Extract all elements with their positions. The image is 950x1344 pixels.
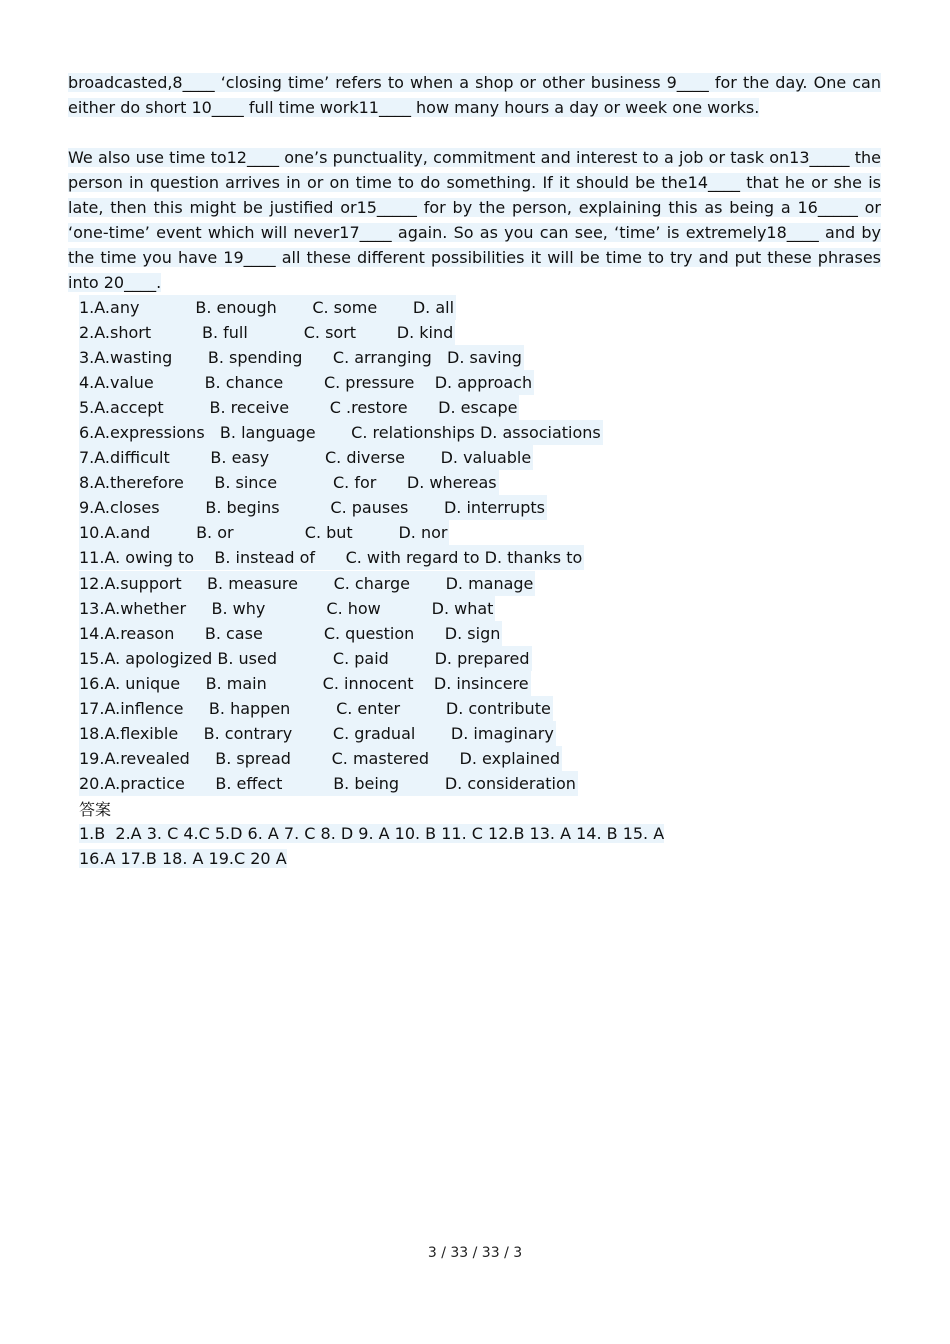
question-option-row: 20.A.practice B. effect B. being D. consideration xyxy=(79,771,603,796)
question-option-row: 7.A.difficult B. easy C. diverse D. valuable xyxy=(79,445,603,470)
question-option-row: 1.A.any B. enough C. some D. all xyxy=(79,295,603,320)
question-option-row: 3.A.wasting B. spending C. arranging D. saving xyxy=(79,345,603,370)
answer-key-line-2: 16.A 17.B 18. A 19.C 20 A xyxy=(79,849,287,868)
passage-paragraph-2 xyxy=(68,146,881,295)
question-option-row: 5.A.accept B. receive C .restore D. escape xyxy=(79,395,603,420)
question-option-row: 9.A.closes B. begins C. pauses D. interrupts xyxy=(79,495,603,520)
question-option-row: 15.A. apologized B. used C. paid D. prepared xyxy=(79,646,603,671)
question-option-row: 4.A.value B. chance C. pressure D. approach xyxy=(79,370,603,395)
answer-key-line-1: 1.B 2.A 3. C 4.C 5.D 6. A 7. C 8. D 9. A 10. B 11. C 12.B 13. A 14. B 15. A xyxy=(79,824,665,843)
answer-heading: 答案 xyxy=(79,800,112,819)
question-option-row: 10.A.and B. or C. but D. nor xyxy=(79,520,603,545)
question-option-row: 11.A. owing to B. instead of C. with regard to D. thanks to xyxy=(79,545,603,570)
question-option-row: 2.A.short B. full C. sort D. kind xyxy=(79,320,603,345)
question-option-row: 17.A.inflence B. happen C. enter D. contribute xyxy=(79,696,603,721)
question-option-row: 8.A.therefore B. since C. for D. whereas xyxy=(79,470,603,495)
passage-paragraph-1-text: broadcasted,8____ ‘closing time’ refers to when a shop or other business 9____ for the day. One can either do short 10____ full time work11____ how many hours a day or week one works. xyxy=(68,73,881,117)
question-option-row: 13.A.whether B. why C. how D. what xyxy=(79,596,603,621)
question-option-row: 18.A.flexible B. contrary C. gradual D. imaginary xyxy=(79,721,603,746)
question-option-row: 14.A.reason B. case C. question D. sign xyxy=(79,621,603,646)
question-options-list xyxy=(79,295,603,796)
question-option-row: 19.A.revealed B. spread C. mastered D. explained xyxy=(79,746,603,771)
question-option-row: 12.A.support B. measure C. charge D. manage xyxy=(79,571,603,596)
answer-key xyxy=(79,821,664,871)
passage-paragraph-1 xyxy=(68,71,881,121)
question-option-row: 6.A.expressions B. language C. relationships D. associations xyxy=(79,420,603,445)
question-option-row: 16.A. unique B. main C. innocent D. insincere xyxy=(79,671,603,696)
page-number: 3 / 33 / 33 / 3 xyxy=(427,1245,523,1261)
passage-paragraph-2-text: We also use time to12____ one’s punctuality, commitment and interest to a job or task on13_____ the person in question arrives in or on time to do something. If it should be the14____ that he or she is late, then this might be justified or15_____ for by the person, explaining this as being a 16_____ or ‘one-time’ event which will never17____ again. So as you can see, ‘time’ is extremely18____ and by the time you have 19____ all these different possibilities it will be time to try and put these phrases into 20____. xyxy=(68,148,881,292)
